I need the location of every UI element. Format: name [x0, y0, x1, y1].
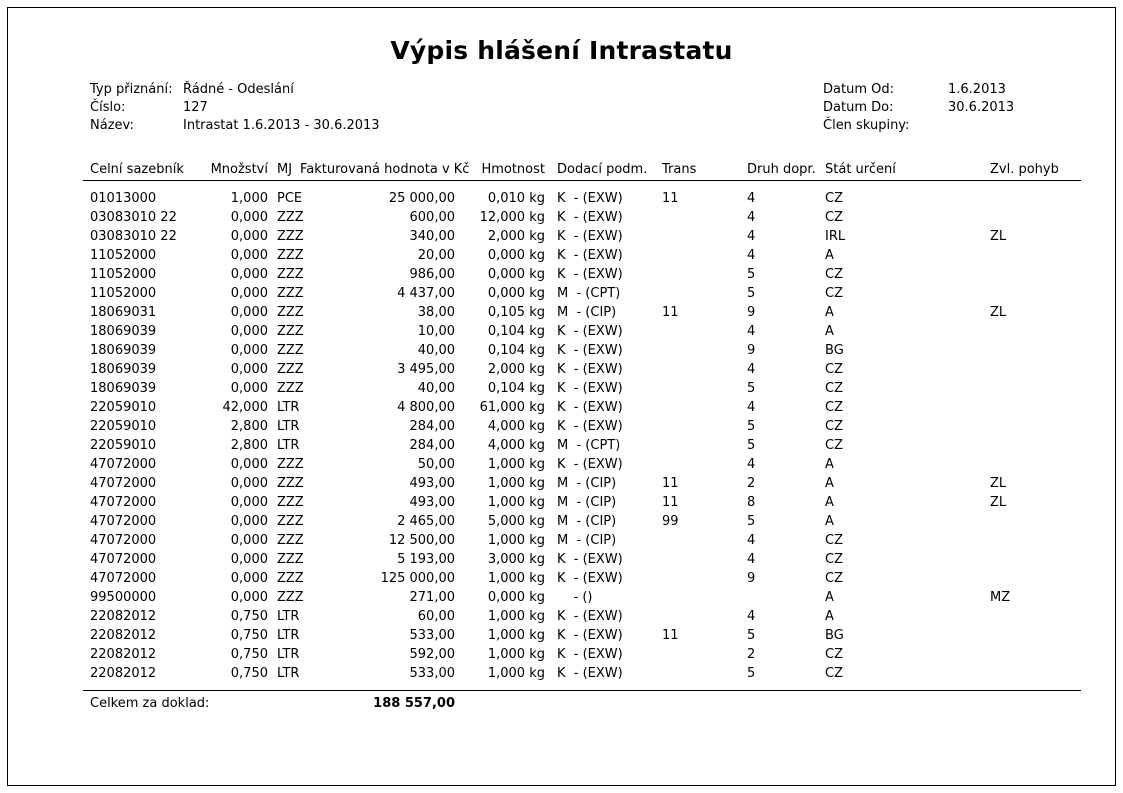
page-frame [7, 7, 1116, 786]
table-cell: 5 [747, 381, 756, 396]
table-cell: 8 [747, 495, 756, 510]
table-cell: ZL [990, 305, 1007, 320]
report-table [83, 159, 1081, 717]
table-header-row [83, 159, 1081, 181]
table-cell: 1,000 kg [487, 571, 545, 586]
table-cell: 5,000 kg [487, 514, 545, 529]
meta-label: Název: [90, 118, 134, 133]
table-cell: 271,00 [409, 590, 455, 605]
meta-row-datum-od [823, 81, 1014, 99]
table-cell: 9 [747, 343, 756, 358]
meta-left-block [90, 81, 380, 135]
table-cell: - () [557, 590, 593, 605]
table-cell: LTR [277, 419, 300, 434]
table-cell: CZ [825, 400, 843, 415]
table-cell: 5 [747, 419, 756, 434]
table-cell: ZZZ [277, 305, 304, 320]
table-cell: 20,00 [417, 248, 455, 263]
table-cell: 0,104 kg [487, 381, 545, 396]
table-cell: 0,000 [230, 571, 268, 586]
table-cell: 11052000 [90, 267, 157, 282]
table-cell: 50,00 [417, 457, 455, 472]
table-cell: 0,000 [230, 552, 268, 567]
table-cell: 47072000 [90, 571, 157, 586]
table-cell: K - (EXW) [557, 248, 623, 263]
table-cell: CZ [825, 191, 843, 206]
table-cell: 47072000 [90, 476, 157, 491]
table-cell: 25 000,00 [388, 191, 455, 206]
table-cell: 2,800 [230, 438, 268, 453]
table-cell: 0,000 [230, 457, 268, 472]
table-cell: CZ [825, 647, 843, 662]
table-cell: LTR [277, 400, 300, 415]
table-cell: CZ [825, 286, 843, 301]
table-cell: M - (CIP) [557, 476, 617, 491]
table-cell: ZZZ [277, 343, 304, 358]
table-cell: 38,00 [417, 305, 455, 320]
table-cell: 284,00 [409, 419, 455, 434]
table-cell: 11 [662, 305, 679, 320]
table-row [83, 531, 1081, 550]
table-cell: 47072000 [90, 495, 157, 510]
table-row [83, 284, 1081, 303]
report-meta [83, 81, 1081, 139]
table-cell: 22082012 [90, 628, 157, 643]
table-cell: 0,105 kg [487, 305, 545, 320]
page-title: Výpis hlášení Intrastatu [390, 36, 733, 65]
table-cell: 2,800 [230, 419, 268, 434]
table-cell: BG [825, 343, 844, 358]
table-cell: K - (EXW) [557, 647, 623, 662]
table-cell: 0,000 [230, 476, 268, 491]
table-cell: M - (CPT) [557, 286, 621, 301]
table-cell: 5 [747, 666, 756, 681]
table-cell: 11 [662, 476, 679, 491]
table-row [83, 474, 1081, 493]
table-cell: 4 437,00 [397, 286, 455, 301]
table-cell: M - (CPT) [557, 438, 621, 453]
table-cell: 99 [662, 514, 679, 529]
table-row [83, 455, 1081, 474]
column-header: Zvl. pohyb [990, 162, 1059, 177]
table-row [83, 569, 1081, 588]
meta-value: 127 [183, 100, 208, 115]
table-cell: 600,00 [409, 210, 455, 225]
table-cell: A [825, 305, 834, 320]
meta-label: Datum Od: [823, 82, 894, 97]
table-cell: 0,010 kg [487, 191, 545, 206]
table-cell: 4,000 kg [487, 419, 545, 434]
table-cell: 1,000 kg [487, 609, 545, 624]
table-cell: MZ [990, 590, 1011, 605]
table-cell: 47072000 [90, 457, 157, 472]
table-cell: 0,000 [230, 229, 268, 244]
table-cell: ZZZ [277, 229, 304, 244]
table-cell: ZZZ [277, 267, 304, 282]
table-cell: 0,000 [230, 267, 268, 282]
table-cell: 0,000 [230, 343, 268, 358]
table-cell: 22059010 [90, 400, 157, 415]
meta-row-cislo [90, 99, 380, 117]
table-cell: 0,750 [230, 609, 268, 624]
column-header: MJ [277, 162, 293, 177]
meta-value: Intrastat 1.6.2013 - 30.6.2013 [183, 118, 380, 133]
table-cell: IRL [825, 229, 846, 244]
table-cell: CZ [825, 533, 843, 548]
table-cell: 22059010 [90, 419, 157, 434]
table-cell: 11052000 [90, 248, 157, 263]
table-cell: CZ [825, 552, 843, 567]
table-cell: 1,000 kg [487, 457, 545, 472]
table-cell: CZ [825, 210, 843, 225]
table-cell: ZZZ [277, 210, 304, 225]
table-cell: ZZZ [277, 571, 304, 586]
table-cell: ZZZ [277, 324, 304, 339]
table-row [83, 607, 1081, 626]
table-cell: 533,00 [409, 628, 455, 643]
table-cell: 5 [747, 628, 756, 643]
table-cell: 2 [747, 647, 756, 662]
column-header: Trans [662, 162, 697, 177]
table-cell: 9 [747, 571, 756, 586]
table-row [83, 436, 1081, 455]
table-row [83, 265, 1081, 284]
table-row [83, 360, 1081, 379]
meta-label: Datum Do: [823, 100, 894, 115]
meta-label: Číslo: [90, 100, 126, 115]
table-cell: 5 [747, 267, 756, 282]
table-row [83, 512, 1081, 531]
table-cell: 18069039 [90, 362, 157, 377]
table-cell: A [825, 609, 834, 624]
table-cell: 284,00 [409, 438, 455, 453]
meta-label: Člen skupiny: [823, 118, 910, 133]
table-cell: 4,000 kg [487, 438, 545, 453]
table-cell: 4 [747, 400, 756, 415]
table-cell: 4 [747, 552, 756, 567]
table-cell: 99500000 [90, 590, 157, 605]
table-cell: ZZZ [277, 476, 304, 491]
table-cell: 0,000 kg [487, 286, 545, 301]
table-cell: K - (EXW) [557, 552, 623, 567]
table-cell: 0,750 [230, 647, 268, 662]
table-cell: A [825, 324, 834, 339]
table-cell: 4 [747, 362, 756, 377]
table-cell: 2,000 kg [487, 229, 545, 244]
table-cell: K - (EXW) [557, 628, 623, 643]
table-cell: 1,000 kg [487, 666, 545, 681]
table-cell: 340,00 [409, 229, 455, 244]
meta-row-clen-skupiny [823, 117, 1014, 135]
table-cell: K - (EXW) [557, 324, 623, 339]
table-total-row [83, 691, 1081, 717]
meta-value: 1.6.2013 [948, 82, 1006, 97]
table-cell: 03083010 22 [90, 229, 177, 244]
table-body [83, 181, 1081, 691]
table-cell: 11 [662, 628, 679, 643]
table-cell: M - (CIP) [557, 305, 617, 320]
table-cell: ZZZ [277, 533, 304, 548]
table-cell: M - (CIP) [557, 533, 617, 548]
table-cell: LTR [277, 609, 300, 624]
table-cell: 2 465,00 [397, 514, 455, 529]
table-cell: 1,000 [230, 191, 268, 206]
table-cell: 0,000 kg [487, 267, 545, 282]
table-cell: 5 193,00 [397, 552, 455, 567]
table-cell: 22059010 [90, 438, 157, 453]
table-cell: K - (EXW) [557, 571, 623, 586]
table-row [83, 664, 1081, 683]
table-cell: K - (EXW) [557, 210, 623, 225]
table-cell: 11 [662, 191, 679, 206]
table-cell: K - (EXW) [557, 609, 623, 624]
table-cell: 10,00 [417, 324, 455, 339]
table-row [83, 626, 1081, 645]
table-row [83, 341, 1081, 360]
table-cell: 9 [747, 305, 756, 320]
table-cell: LTR [277, 438, 300, 453]
table-cell: 0,000 [230, 362, 268, 377]
table-row [83, 227, 1081, 246]
table-cell: LTR [277, 628, 300, 643]
table-cell: 3,000 kg [487, 552, 545, 567]
table-cell: 125 000,00 [380, 571, 455, 586]
table-cell: K - (EXW) [557, 362, 623, 377]
column-header: Fakturovaná hodnota v Kč [300, 162, 470, 177]
table-cell: 40,00 [417, 343, 455, 358]
table-cell: K - (EXW) [557, 457, 623, 472]
table-cell: A [825, 248, 834, 263]
table-cell: 5 [747, 438, 756, 453]
table-cell: K - (EXW) [557, 267, 623, 282]
table-cell: 493,00 [409, 495, 455, 510]
table-cell: 0,000 [230, 324, 268, 339]
table-cell: A [825, 457, 834, 472]
meta-row-typ-priznani [90, 81, 380, 99]
table-cell: 0,000 [230, 514, 268, 529]
table-cell: ZZZ [277, 552, 304, 567]
table-cell: LTR [277, 647, 300, 662]
table-cell: ZL [990, 476, 1007, 491]
table-cell: 22082012 [90, 609, 157, 624]
table-cell: A [825, 590, 834, 605]
table-cell: A [825, 495, 834, 510]
table-cell: K - (EXW) [557, 191, 623, 206]
table-cell: ZZZ [277, 381, 304, 396]
table-cell: LTR [277, 666, 300, 681]
table-cell: ZZZ [277, 590, 304, 605]
table-cell: 18069039 [90, 381, 157, 396]
table-cell: 0,000 [230, 381, 268, 396]
table-cell: 3 495,00 [397, 362, 455, 377]
table-cell: 5 [747, 286, 756, 301]
table-cell: 12 500,00 [388, 533, 455, 548]
table-cell: 47072000 [90, 514, 157, 529]
table-cell: 0,000 [230, 590, 268, 605]
table-cell: 18069039 [90, 343, 157, 358]
table-cell: 18069031 [90, 305, 157, 320]
table-cell: 4 [747, 324, 756, 339]
table-cell: 60,00 [417, 609, 455, 624]
table-cell: 533,00 [409, 666, 455, 681]
table-cell: 0,000 [230, 286, 268, 301]
column-header: Množství [210, 162, 268, 177]
table-cell: 0,104 kg [487, 324, 545, 339]
table-row [83, 493, 1081, 512]
column-header: Celní sazebník [90, 162, 184, 177]
table-cell: ZZZ [277, 457, 304, 472]
table-cell: M - (CIP) [557, 495, 617, 510]
table-cell: CZ [825, 571, 843, 586]
table-cell: 40,00 [417, 381, 455, 396]
table-cell: ZL [990, 229, 1007, 244]
table-cell: 4 [747, 533, 756, 548]
table-cell: K - (EXW) [557, 419, 623, 434]
meta-row-datum-do [823, 99, 1014, 117]
table-cell: 0,000 [230, 210, 268, 225]
table-cell: 12,000 kg [479, 210, 545, 225]
table-row [83, 322, 1081, 341]
table-cell: 18069039 [90, 324, 157, 339]
table-row [83, 645, 1081, 664]
table-cell: K - (EXW) [557, 666, 623, 681]
table-cell: 0,750 [230, 666, 268, 681]
table-cell: PCE [277, 191, 303, 206]
table-cell: 4 800,00 [397, 400, 455, 415]
table-cell: ZZZ [277, 286, 304, 301]
table-cell: 0,104 kg [487, 343, 545, 358]
table-cell: 1,000 kg [487, 495, 545, 510]
table-cell: CZ [825, 362, 843, 377]
table-cell: ZZZ [277, 248, 304, 263]
table-cell: 11052000 [90, 286, 157, 301]
table-row [83, 208, 1081, 227]
table-cell: CZ [825, 438, 843, 453]
table-cell: K - (EXW) [557, 343, 623, 358]
table-cell: 0,000 kg [487, 590, 545, 605]
table-cell: 47072000 [90, 533, 157, 548]
table-cell: 01013000 [90, 191, 157, 206]
column-header: Druh dopr. [747, 162, 816, 177]
table-cell: M - (CIP) [557, 514, 617, 529]
table-row [83, 550, 1081, 569]
table-cell: 4 [747, 457, 756, 472]
table-cell: BG [825, 628, 844, 643]
meta-value: 30.6.2013 [948, 100, 1015, 115]
table-cell: 4 [747, 229, 756, 244]
table-cell: 47072000 [90, 552, 157, 567]
table-cell: K - (EXW) [557, 400, 623, 415]
table-cell: K - (EXW) [557, 229, 623, 244]
table-cell: 1,000 kg [487, 647, 545, 662]
table-row [83, 303, 1081, 322]
table-cell: 986,00 [409, 267, 455, 282]
table-cell: ZZZ [277, 362, 304, 377]
table-cell: 0,000 [230, 495, 268, 510]
table-row [83, 379, 1081, 398]
table-cell: 1,000 kg [487, 533, 545, 548]
table-cell: CZ [825, 381, 843, 396]
column-header: Hmotnost [481, 162, 545, 177]
table-cell: CZ [825, 267, 843, 282]
table-cell: 4 [747, 609, 756, 624]
table-cell: 5 [747, 514, 756, 529]
table-cell: ZL [990, 495, 1007, 510]
table-row [83, 417, 1081, 436]
table-cell: ZZZ [277, 495, 304, 510]
table-cell: 0,000 [230, 533, 268, 548]
total-value: 188 557,00 [373, 696, 455, 711]
meta-label: Typ přiznání: [90, 82, 173, 97]
table-cell: 22082012 [90, 647, 157, 662]
table-cell: 4 [747, 191, 756, 206]
table-cell: 592,00 [409, 647, 455, 662]
table-cell: K - (EXW) [557, 381, 623, 396]
table-cell: 2,000 kg [487, 362, 545, 377]
table-row [83, 398, 1081, 417]
meta-row-nazev [90, 117, 380, 135]
table-row [83, 189, 1081, 208]
table-cell: CZ [825, 666, 843, 681]
table-row [83, 588, 1081, 607]
table-cell: 4 [747, 248, 756, 263]
table-cell: A [825, 514, 834, 529]
column-header: Stát určení [825, 162, 896, 177]
table-cell: 42,000 [222, 400, 268, 415]
table-cell: 11 [662, 495, 679, 510]
meta-right-block [823, 81, 1014, 135]
table-cell: A [825, 476, 834, 491]
table-row [83, 246, 1081, 265]
table-cell: 61,000 kg [479, 400, 545, 415]
table-cell: 493,00 [409, 476, 455, 491]
table-cell: 2 [747, 476, 756, 491]
table-cell: 0,000 [230, 248, 268, 263]
table-cell: 22082012 [90, 666, 157, 681]
table-cell: CZ [825, 419, 843, 434]
table-cell: 0,750 [230, 628, 268, 643]
table-cell: 0,000 [230, 305, 268, 320]
table-cell: 4 [747, 210, 756, 225]
column-header: Dodací podm. [557, 162, 648, 177]
table-cell: 1,000 kg [487, 476, 545, 491]
table-cell: 0,000 kg [487, 248, 545, 263]
meta-value: Řádné - Odeslání [183, 82, 294, 97]
table-cell: 03083010 22 [90, 210, 177, 225]
report-content [83, 81, 1081, 717]
total-label: Celkem za doklad: [90, 696, 210, 711]
table-cell: ZZZ [277, 514, 304, 529]
table-cell: 1,000 kg [487, 628, 545, 643]
